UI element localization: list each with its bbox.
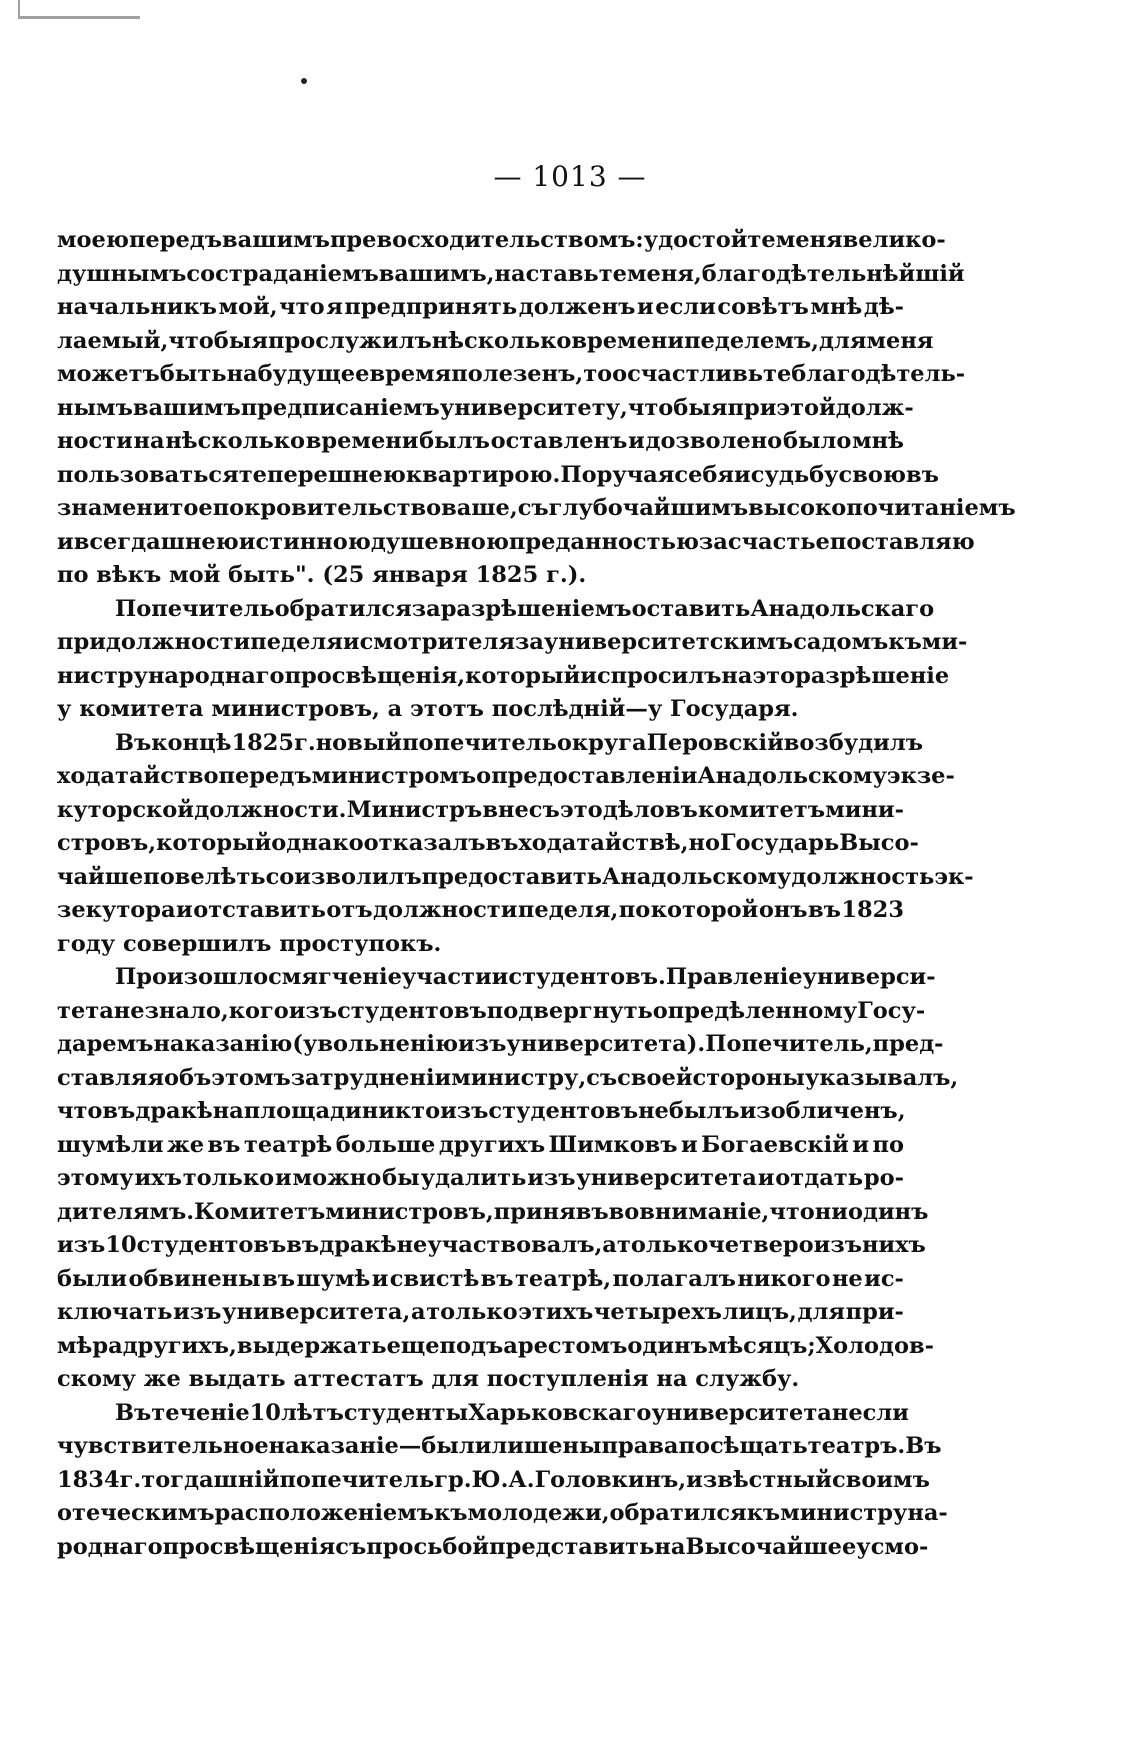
text-line: роднаго просвѣщенія съ просьбой представить на Высочайшее усмо- (57, 1533, 929, 1560)
text-line: ности на нѣсколько времени былъ оставленъ и дозволено было мнѣ (57, 428, 904, 454)
text-line: по вѣкъ мой быть". (25 января 1825 г.). (57, 562, 587, 588)
text-line: Въ теченіе 10 лѣтъ студенты Харьковскаго университета несли (115, 1399, 909, 1426)
text-line: Въ концѣ 1825 г. новый попечитель округа Перовскій возбудилъ (115, 729, 923, 756)
text-line: ключать изъ университета, а только этихъ четырехъ лицъ, для при- (57, 1299, 904, 1325)
text-line: зекутора и отставить отъ должности педеля, по которой онъ въ 1823 (57, 897, 904, 923)
text-line: изъ 10 студентовъ въ дракѣ не участвовалъ, а только четверо изъ нихъ (57, 1232, 926, 1258)
text-line: были обвинены въ шумѣ и свистѣ въ театрѣ, полагалъ никого не ис- (57, 1265, 904, 1292)
text-line: шумѣли же въ театрѣ больше другихъ Шимковъ и Богаевскій и по (57, 1131, 904, 1158)
text-line: начальникъ мой, что я предпринять долженъ и если совѣтъ мнѣ дѣ- (57, 294, 904, 320)
text-line: и всегдашнею истинною душевною преданностью за счастье поставляю (57, 528, 975, 555)
text-line: отеческимъ расположеніемъ къ молодежи, обратился къ министру на- (57, 1500, 948, 1526)
text-line: Попечитель обратился за разрѣшеніемъ оставить Анадольскаго (115, 595, 935, 622)
text-line: нистру народнаго просвѣщенія, который испросилъ на это разрѣшеніе (57, 662, 950, 689)
text-line: нымъ вашимъ предписаніемъ университету, чтобы я при этой долж- (57, 394, 914, 421)
text-line: скому же выдать аттестатъ для поступленія на службу. (57, 1366, 800, 1392)
text-line: лаемый, чтобы я прослужилъ нѣсколько времени педелемъ, для меня (57, 327, 934, 354)
text-line: тета не знало, кого изъ студентовъ подвергнуть опредѣленному Госу- (57, 997, 926, 1024)
text-line: дителямъ. Комитетъ министровъ, принявъ во вниманіе, что ни одинъ (57, 1198, 929, 1225)
text-line: стровъ, который однако отказалъ въ ходатайствѣ, но Государь Высо- (57, 830, 919, 856)
body-text (57, 224, 1016, 1564)
page-number: — 1013 — (493, 160, 647, 193)
text-line: что въ дракѣ на площади никто изъ студентовъ не былъ изобличенъ, (57, 1098, 906, 1124)
text-line: мѣра другихъ, выдержать еще подъ арестомъ одинъ мѣсяцъ; Холодов- (57, 1332, 934, 1359)
text-line: этому ихъ только и можно бы удалить изъ университета и отдать ро- (57, 1165, 904, 1191)
text-line: чайше повелѣть соизволилъ предоставить Анадольскому должность эк- (57, 863, 974, 890)
text-line: куторской должности. Министръ внесъ это дѣло въ комитетъ мини- (57, 796, 904, 823)
text-line: пользоваться теперешнею квартирою. Поручая себя и судьбу свою въ (57, 461, 939, 488)
ink-dot (301, 78, 307, 84)
text-line: даремъ наказанію (увольненію изъ университета). Попечитель, пред- (57, 1031, 944, 1057)
text-line: 1834 г. тогдашній попечитель гр. Ю. А. Головкинъ, извѣстный своимъ (57, 1466, 930, 1493)
text-line: Произошло смягченіе участи и студентовъ. Правленіе универси- (115, 964, 936, 990)
text-line: при должности педеля и смотрителя за университетскимъ садомъ къ ми- (57, 629, 968, 655)
text-line: чувствительное наказаніе—были лишены права посѣщать театръ. Въ (57, 1433, 942, 1459)
text-line: душнымъ состраданіемъ вашимъ, наставьте меня, благодѣтельнѣйшій (57, 260, 965, 287)
text-line: у комитета министровъ, а этотъ послѣдній—у Государя. (57, 696, 799, 722)
text-line: году совершилъ проступокъ. (57, 930, 442, 957)
text-line: моею передъ вашимъ превосходительствомъ: удостойте меня велико- (57, 227, 946, 253)
text-line: можетъ быть на будущее время полезенъ, то осчастливьте благодѣтель- (57, 361, 966, 387)
scan-edge-mark (18, 0, 140, 19)
text-line: ходатайство передъ министромъ о предоставленіи Анадольскому экзе- (57, 763, 955, 789)
text-line: знаменитое покровительство ваше, съ глубочайшимъ высокопочитаніемъ (57, 495, 1016, 521)
text-line: ставляя объ этомъ затрудненіи министру, съ своей стороны указывалъ, (57, 1064, 959, 1091)
